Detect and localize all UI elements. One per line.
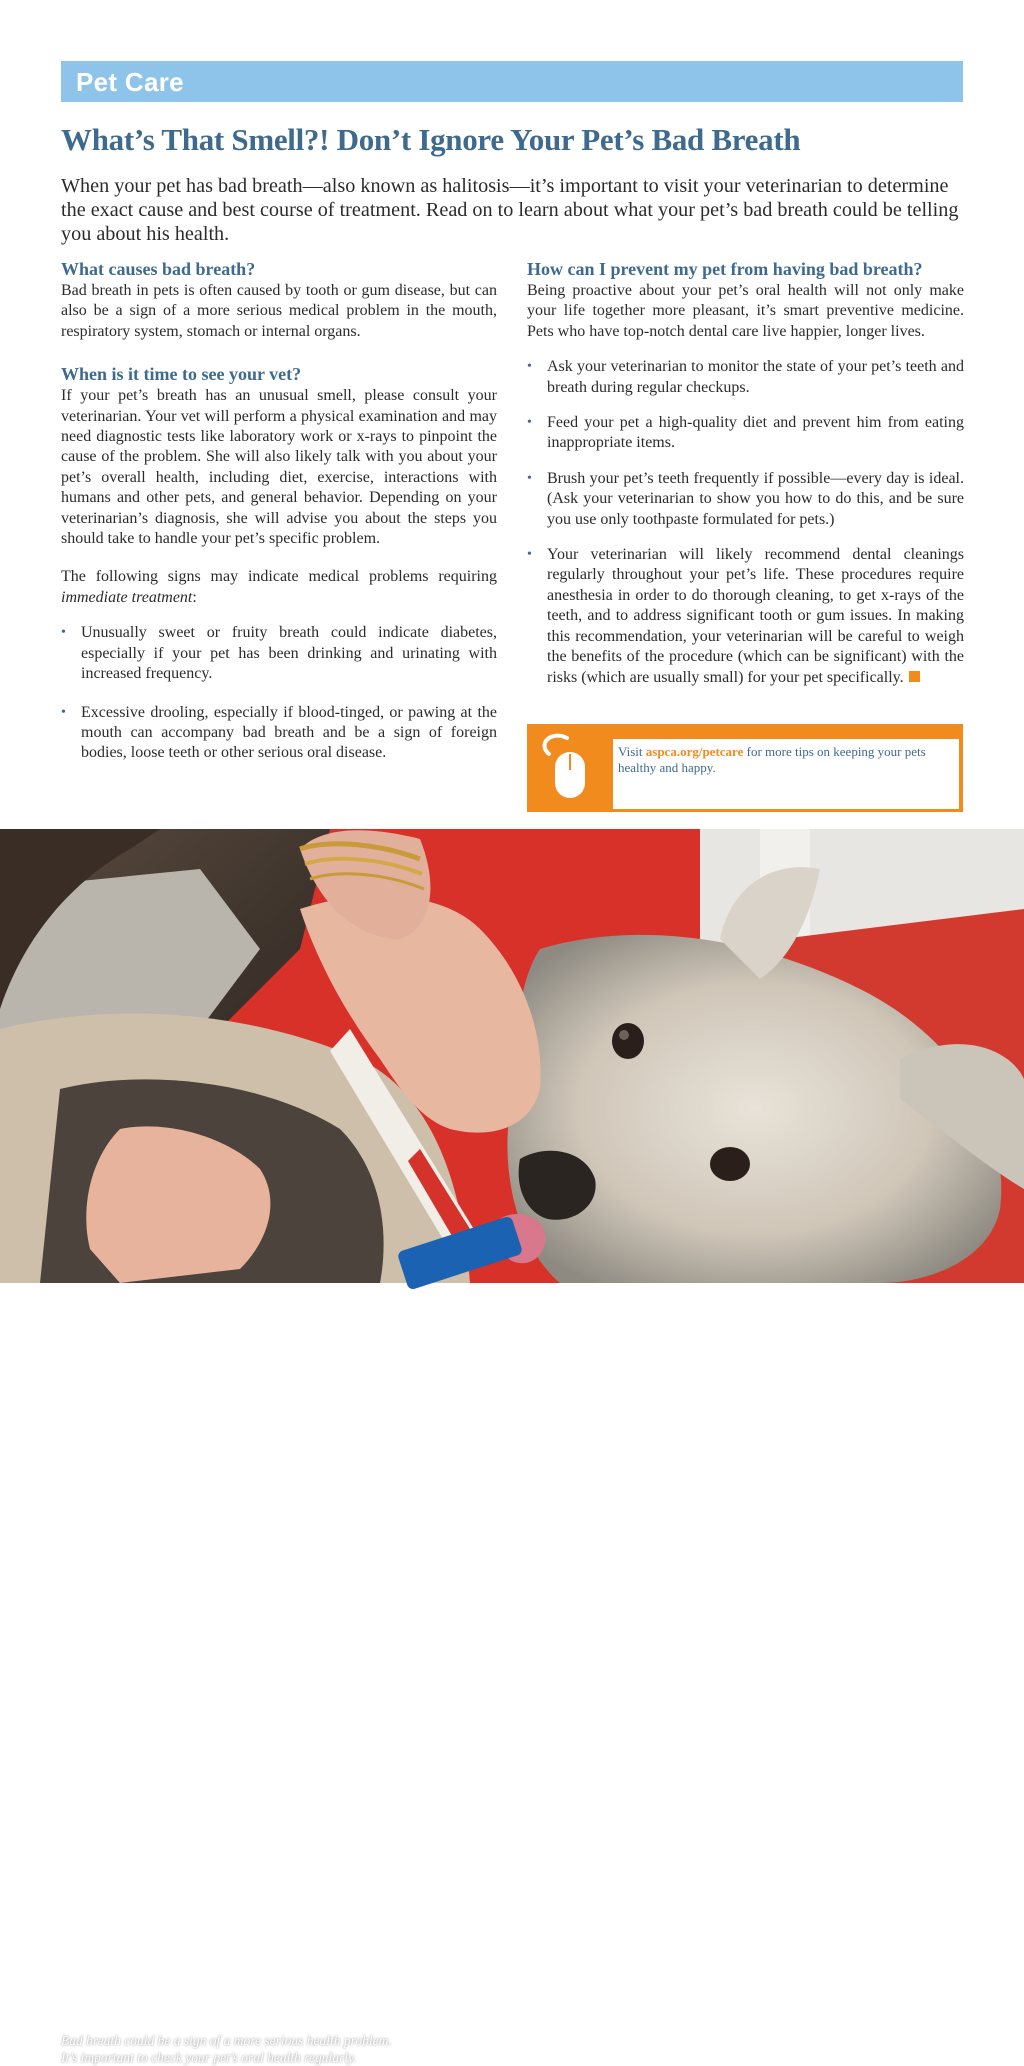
left-column	[61, 257, 497, 764]
section-label: Pet Care	[76, 67, 184, 97]
signs-intro-end: :	[192, 588, 197, 606]
list-item-text: Your veterinarian will likely recommend dental cleanings regularly throughout your pet’s life. These procedures require anesthesia in order to do thorough cleaning, to get x-rays of the teeth, and to address significant tooth or gum issues. In making this recommendation, your veterinarian will be careful to weigh the benefits of the procedure (which can be significant) with the risks (which are usually small) for your pet specifically.	[547, 546, 964, 686]
prevent-heading: How can I prevent my pet from having bad breath?	[527, 259, 923, 279]
list-item	[527, 545, 964, 688]
right-column	[527, 257, 964, 688]
petcare-link[interactable]: aspca.org/petcare	[645, 744, 744, 759]
promo-text	[618, 744, 953, 775]
list-item	[527, 357, 964, 398]
when-vet-body: If your pet’s breath has an unusual smell, please consult your veterinarian. Your vet will perform a physical examination and may need diagnostic tests like laboratory work or x-rays to pinpoint the cause of the problem. She will also likely talk with you about your pet’s overall health, including diet, exercise, interactions with humans and other pets, and general behavior. Depending on your veterinarian’s diagnosis, she will advise you about the steps you should take to handle your pet’s specific problem.	[61, 387, 497, 548]
intro-paragraph: When your pet has bad breath—also known as halitosis—it’s important to visit your veterinarian to determine the exact cause and best course of treatment. Read on to learn about what your pet’s bad breath could be telling you about his health.	[61, 175, 959, 245]
bullet-icon: •	[527, 415, 532, 431]
computer-mouse-icon	[527, 724, 613, 812]
bullet-icon: •	[527, 359, 532, 375]
causes-body: Bad breath in pets is often caused by tooth or gum disease, but can also be a sign of a more serious medical problem in the mouth, respiratory system, stomach or internal organs.	[61, 282, 497, 340]
bullet-icon: •	[527, 547, 532, 563]
end-mark-icon	[909, 671, 920, 682]
photo-illustration	[0, 829, 1024, 1283]
bullet-icon: •	[527, 470, 532, 486]
list-item-text: Ask your veterinarian to monitor the state of your pet’s teeth and breath during regular checkups.	[547, 358, 964, 396]
promo-box	[527, 724, 963, 812]
list-item-text: Excessive drooling, especially if blood-tinged, or pawing at the mouth can accompany bad breath and be a sign of foreign bodies, loose teeth or other serious oral disease.	[81, 703, 497, 762]
promo-suffix: for more tips on keeping your pets healthy and happy.	[618, 744, 926, 775]
list-item	[61, 623, 497, 684]
caption-line-1: Bad breath could be a sign of a more serious health problem.	[61, 2033, 392, 2048]
signs-intro-text: The following signs may indicate medical problems requiring	[61, 568, 497, 586]
list-item-text: Brush your pet’s teeth frequently if possible—every day is ideal. (Ask your veterinarian to show you how to do this, and be sure you use only toothpaste formulated for pets.)	[547, 469, 964, 528]
causes-heading: What causes bad breath?	[61, 259, 256, 279]
list-item	[527, 469, 964, 530]
section-header-bar	[61, 61, 963, 102]
when-vet-heading: When is it time to see your vet?	[61, 364, 302, 385]
list-item-text: Feed your pet a high-quality diet and prevent him from eating inappropriate items.	[547, 414, 964, 452]
bullet-icon: •	[61, 704, 66, 720]
photo-caption	[61, 2032, 481, 2066]
warning-signs-list	[61, 623, 497, 763]
prevention-tips-list	[527, 357, 964, 688]
promo-prefix: Visit	[618, 744, 646, 759]
dog-toothbrushing-photo	[0, 829, 1024, 2065]
caption-line-2: It’s important to check your pet’s oral health regularly.	[61, 2050, 357, 2065]
signs-intro-emphasis: immediate treatment	[61, 588, 193, 606]
bullet-icon: •	[61, 625, 66, 641]
signs-intro	[61, 567, 497, 608]
list-item-text: Unusually sweet or fruity breath could indicate diabetes, especially if your pet has been drinking and urinating with increased frequency.	[81, 624, 497, 683]
prevent-body: Being proactive about your pet’s oral health will not only make your life together more pleasant, it’s smart preventive medicine. Pets who have top-notch dental care live happier, longer lives.	[527, 282, 964, 340]
page-title: What’s That Smell?! Don’t Ignore Your Pet’s Bad Breath	[61, 122, 801, 157]
list-item	[527, 413, 964, 454]
promo-text-box	[613, 739, 959, 809]
list-item	[61, 703, 497, 764]
